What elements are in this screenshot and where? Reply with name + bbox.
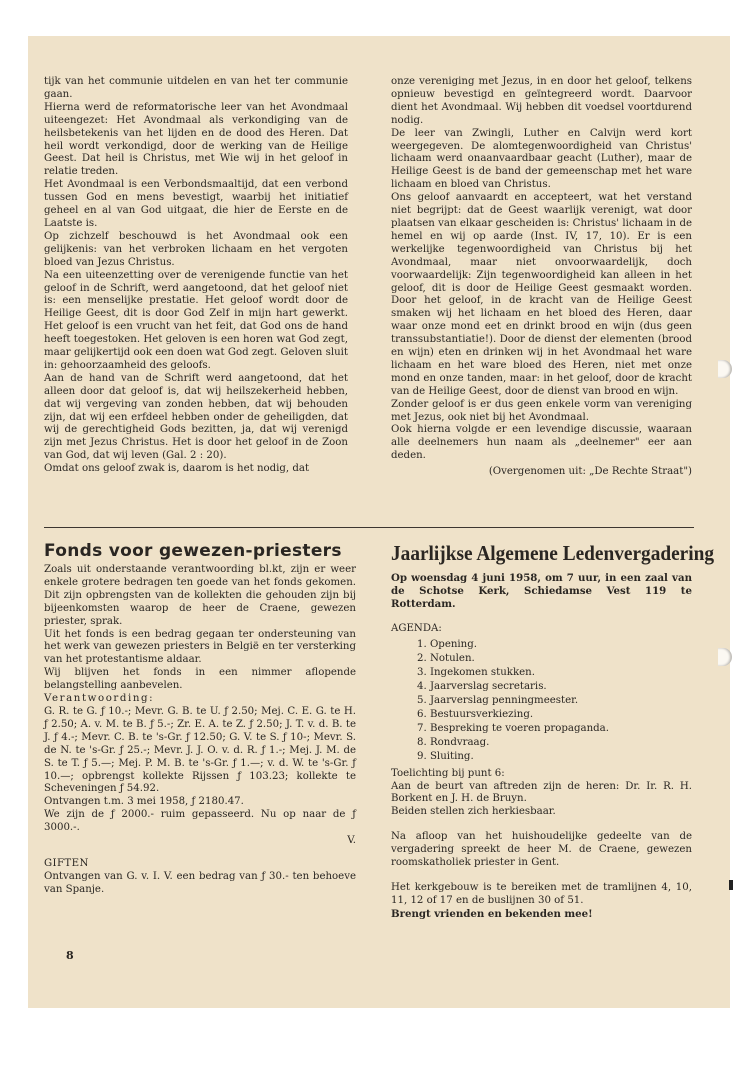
meeting-intro: Op woensdag 4 juni 1958, om 7 uur, in een zaal van de Schotse Kerk, Schiedamse Vest 119 te Rotterdam. — [391, 572, 692, 610]
ontvangen-total: Ontvangen t.m. 3 mei 1958, ƒ 2180.47. — [44, 796, 244, 808]
agenda-item: 3. Ingekomen stukken. — [417, 666, 535, 678]
agenda-item: 6. Bestuursverkiezing. — [417, 708, 534, 720]
na-afloop: Na afloop van het huishoudelijke gedeelte van de vergadering spreekt de heer M. de Craene, gewezen roomskatholiek priester in Gent. — [391, 831, 692, 869]
page-number: 8 — [66, 949, 74, 962]
paragraph: Wij blijven het fonds in een nimmer aflopende belangstelling aanbevelen. — [44, 667, 356, 692]
paragraph: Op zichzelf beschouwd is het Avondmaal ook een gelijkenis: van het verbroken lichaam en het vergoten bloed van Jezus Christus. — [44, 230, 348, 268]
fonds-title: Fonds voor gewezen-priesters — [44, 541, 342, 561]
kerkgebouw: Het kerkgebouw is te bereiken met de tramlijnen 4, 10, 11, 12 of 17 en de buslijnen 30 of 51. — [391, 881, 692, 906]
toelichting-text: Aan de beurt van aftreden zijn de heren: Dr. Ir. R. H. Borkent en J. H. de Bruyn. — [391, 780, 692, 805]
paragraph: De leer van Zwingli, Luther en Calvijn werd kort weergegeven. De alomtegenwoordigheid van Christus' lichaam werd onaanvaardbaar geacht (Luther), maar de Heilige Geest is de band der gemeenschap met het ware lichaam en bloed van Christus. — [391, 127, 692, 191]
verantwoording-list: G. R. te G. ƒ 10.-; Mevr. G. B. te U. ƒ 2.50; Mej. C. E. G. te H. ƒ 2.50; A. v. M. te B. ƒ 5.-; Zr. E. A. te Z. ƒ 2.50; J. T. v. d. B. te J. ƒ 4.-; Mevr. C. B. te 's-Gr. ƒ 12.50; G. V. te S. ƒ 10-; Mevr. S. de N. te 's-Gr. ƒ 25.-; Mevr. J. J. O. v. d. R. ƒ 1.-; Mej. J. M. de S. te T. ƒ 5.—; Mej. P. M. B. te 's-Gr. ƒ 1.—; v. d. W. te 's-Gr. ƒ 10.—; opbrengst kollekte Rijssen ƒ 103.23; kollekte te Scheveningen ƒ 54.92. — [44, 705, 356, 795]
agenda-item: 5. Jaarverslag penningmeester. — [417, 694, 579, 706]
article-continuation-left — [44, 76, 348, 476]
giften-text: Ontvangen van G. v. I. V. een bedrag van ƒ 30.- ten behoeve van Spanje. — [44, 870, 356, 895]
paragraph: Zonder geloof is er dus geen enkele vorm van vereniging met Jezus, ook niet bij het Avondmaal. — [391, 398, 692, 423]
closing-call: Brengt vrienden en bekenden mee! — [391, 907, 593, 920]
paragraph: Hierna werd de reformatorische leer van het Avondmaal uiteengezet: Het Avondmaal als verkondiging van de heilsbetekenis van het lijden en de dood des Heren. Dat heil wordt verkondigd, door de werking van de Heilige Geest. Dat heil is Christus, met Wie wij in het geloof in relatie treden. — [44, 101, 348, 178]
vergadering-title: Jaarlijkse Algemene Ledenvergadering — [391, 541, 715, 565]
paragraph: Zoals uit onderstaande verantwoording bl.kt, zijn er weer enkele grotere bedragen ten goede van het fonds gekomen. Dit zijn opbrengsten van de kollekten die gehouden zijn bij bijeenkomsten waarop de heer de Craene, gewezen priester, sprak. — [44, 564, 356, 627]
agenda-item: 1. Opening. — [417, 638, 478, 650]
giften-heading: GIFTEN — [44, 857, 89, 869]
paragraph: Omdat ons geloof zwak is, daarom is het nodig, dat — [44, 463, 310, 475]
agenda-heading: AGENDA: — [391, 622, 442, 634]
paragraph: tijk van het communie uitdelen en van het ter communie gaan. — [44, 76, 348, 100]
fonds-closing: We zijn de ƒ 2000.- ruim gepasseerd. Nu op naar de ƒ 3000.-. — [44, 809, 356, 834]
signature: V. — [347, 835, 356, 847]
article-continuation-right — [391, 76, 692, 479]
verantwoording-heading: Verantwoording: — [44, 693, 155, 705]
paragraph: Ook hierna volgde er een levendige discussie, waaraan alle deelnemers hun naam als „deelnemer" eer aan deden. — [391, 424, 692, 462]
agenda-item: 8. Rondvraag. — [417, 736, 490, 748]
paragraph: Uit het fonds is een bedrag gegaan ter ondersteuning van het werk van gewezen priesters in België en ter versterking van het protestantisme aldaar. — [44, 628, 356, 666]
fonds-section — [44, 540, 356, 897]
toelichting-text-2: Beiden stellen zich herkiesbaar. — [391, 806, 556, 818]
paragraph: Aan de hand van de Schrift werd aangetoond, dat het alleen door dat geloof is, dat wij heilszekerheid hebben, dat wij vergeving van zonden hebben, dat wij behouden zijn, dat wij een erfdeel hebben onder de geheiligden, dat wij de gerechtigheid Gods bezitten, ja, dat wij verenigd zijn met Jezus Christus. Het is door het geloof in de Zoon van God, dat wij leven (Gal. 2 : 20). — [44, 372, 348, 462]
paragraph: Ons geloof aanvaardt en accepteert, wat het verstand niet begrijpt: dat de Geest waarlijk verenigt, wat door plaatsen van elkaar gescheiden is: Christus' lichaam in de hemel en wij op aarde (Inst. IV, 17, 10). Er is een werkelijke tegenwoordigheid van Christus bij het Avondmaal, maar niet onvoorwaardelijk, doch voorwaardelijk: Zijn tegenwoordigheid kan alleen in het geloof, dit is door de Heilige Geest gesmaakt worden. Door het geloof, in de kracht van de Heilige Geest smaken wij het lichaam en het bloed des Heren, daar waar onze mond eet en drinkt brood en wijn (dus geen transsubstantiatie!). Door de dienst der elementen (brood en wijn) eten en drinken wij in het Avondmaal het ware lichaam en het ware bloed des Heren, niet met onze mond en onze tanden, maar: in het geloof, door de kracht van de Heilige Geest, door de dienst van brood en wijn. — [391, 192, 692, 397]
agenda-item: 9. Sluiting. — [417, 750, 474, 762]
agenda-item: 7. Bespreking te voeren propaganda. — [417, 722, 609, 734]
print-mark-icon — [729, 880, 733, 890]
agenda-item: 4. Jaarverslag secretaris. — [417, 680, 547, 692]
agenda-list — [391, 638, 692, 764]
vergadering-section — [391, 540, 715, 921]
agenda-item: 2. Notulen. — [417, 652, 475, 664]
source-attribution: (Overgenomen uit: „De Rechte Straat") — [488, 466, 692, 478]
paragraph: Het Avondmaal is een Verbondsmaaltijd, dat een verbond tussen God en mens bevestigt, waarbij het initiatief geheel en al van God uitgaat, die hier de Eerste en de Laatste is. — [44, 179, 348, 229]
paragraph: Na een uiteenzetting over de verenigende functie van het geloof in de Schrift, werd aangetoond, dat het geloof niet is: een menselijke prestatie. Het geloof wordt door de Heilige Geest, dit is door God Zelf in mijn hart gewerkt. Het geloof is een vrucht van het feit, dat God ons de hand heeft toegestoken. Het geloven is een horen wat God zegt, maar gelijkertijd ook een doen wat God zegt. Geloven sluit in: gehoorzaamheid des geloofs. — [44, 269, 348, 371]
toelichting-heading: Toelichting bij punt 6: — [391, 767, 505, 779]
paragraph: onze vereniging met Jezus, in en door het geloof, telkens opnieuw bevestigd en geïntegreerd wordt. Daarvoor dient het Avondmaal. Wij hebben dit voedsel voortdurend nodig. — [391, 76, 692, 126]
section-divider — [44, 527, 694, 528]
